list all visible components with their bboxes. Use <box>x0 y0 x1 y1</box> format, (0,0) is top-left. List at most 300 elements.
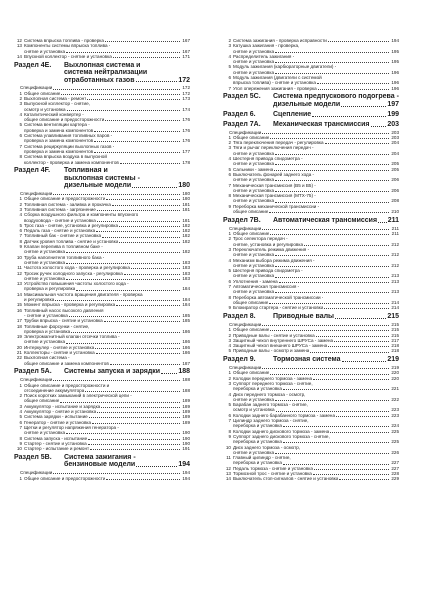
dot-leader <box>262 133 389 134</box>
section-title <box>64 62 190 84</box>
dot-leader <box>270 234 389 235</box>
entry-page-number: 176 <box>182 138 190 144</box>
entry-title: Трос газа - снятие, установка и регулировка <box>24 222 119 228</box>
entry-title: Сальники - замена <box>233 166 274 172</box>
entry-number: 4 <box>19 212 22 218</box>
dot-leader <box>313 379 389 380</box>
entry-title: Впускной коллектор - снятие и установка <box>24 53 112 59</box>
entry-title: Общее описание и предосторожности <box>24 196 106 202</box>
entry-number: 2 <box>19 96 22 101</box>
section-title-line <box>273 93 399 100</box>
entry-title: Выключатель фонарей заднего хода - <box>233 171 315 177</box>
section-title-line <box>273 111 399 118</box>
section-page-number: 188 <box>178 368 190 376</box>
entry-title: переборка и установка <box>233 386 282 392</box>
toc-entry <box>14 361 190 366</box>
dot-leader <box>341 106 386 107</box>
entry-title: Система впрыска топлива - проверка <box>24 38 104 43</box>
entry-title: Переключатель режима движения - <box>233 246 310 252</box>
dot-leader <box>101 407 180 408</box>
entry-title: снятие и установка <box>24 339 66 345</box>
section-title-text: система нейтрализации <box>64 69 148 77</box>
entry-title: общее описание <box>24 398 60 404</box>
entry-title: Механическая трансмиссия (МТХ-75) - <box>233 193 316 199</box>
entry-page-number: 176 <box>182 117 190 123</box>
entry-title: Переборка автоматической трансмиссии - <box>233 294 324 300</box>
entry-page-number: 205 <box>391 166 399 172</box>
section-title-line <box>64 62 190 69</box>
entry-title: осмотр и установка <box>24 106 66 112</box>
entry-title: отсоединение аккумулятора <box>24 387 85 393</box>
dot-leader <box>106 479 180 480</box>
dot-leader <box>105 41 180 42</box>
dot-leader <box>275 453 389 454</box>
entry-title: Устройство повышения частоты холостого хода - <box>24 281 129 287</box>
section-page-number: 219 <box>387 356 399 364</box>
entry-title: Коллекторы - снятие и установка <box>24 349 95 355</box>
section-title <box>273 121 399 128</box>
entry-title: Общее описание <box>233 231 270 237</box>
dot-leader <box>119 242 180 243</box>
dot-leader <box>275 52 389 53</box>
entry-page-number: 204 <box>391 150 399 156</box>
section-page-number: 211 <box>387 216 399 224</box>
entry-page-number: 190 <box>182 435 190 441</box>
entry-number: 1 <box>228 231 231 237</box>
entry-page-number: 190 <box>182 440 190 446</box>
section-page-number: 180 <box>178 182 190 190</box>
section-title-line <box>64 69 190 76</box>
entry-number: 9 <box>228 203 231 209</box>
entry-title: снятие и установка <box>24 259 66 265</box>
entry-title: Шестерня привода спидометра - <box>233 156 303 162</box>
dot-leader <box>97 412 180 413</box>
section-heading <box>223 121 399 128</box>
dot-leader <box>94 141 180 142</box>
section-label: Раздел 5B. <box>14 453 52 461</box>
dot-leader <box>328 41 389 42</box>
entry-number: 14 <box>16 53 22 59</box>
entry-title: Спецификации <box>20 85 53 91</box>
entry-page-number: 228 <box>391 471 399 477</box>
entry-number: 6 <box>228 171 231 177</box>
entry-page-number: 214 <box>391 305 399 311</box>
entry-title: Максимальная частота вращения двигателя - проверка <box>24 291 143 297</box>
entry-page-number: 186 <box>182 328 190 334</box>
entry-page-number: 172 <box>182 90 190 96</box>
entry-number: 5 <box>228 268 231 274</box>
section-page-number: 199 <box>387 110 399 118</box>
dot-leader <box>85 391 180 392</box>
entry-title: снятие, установка и регулировка <box>233 241 304 247</box>
entry-number: 4 <box>228 391 231 397</box>
entry-page-number: 213 <box>391 289 399 295</box>
entry-title: снятие и установка <box>233 262 275 268</box>
entry-number: 2 <box>228 236 231 242</box>
entry-title: Барабан заднего тормоза - снятие, <box>233 402 308 408</box>
entry-number: 8 <box>228 428 231 434</box>
entry-page-number: 181 <box>182 201 190 207</box>
dot-leader <box>269 303 389 304</box>
entry-title: Трос селектора передач - <box>233 236 288 242</box>
entry-page-number: 213 <box>391 273 399 279</box>
entry-number: 4 <box>228 156 231 162</box>
entry-title: снятие и установка <box>233 59 275 65</box>
dot-leader <box>262 368 389 369</box>
entry-number: 3 <box>228 246 231 252</box>
entry-page-number: 206 <box>391 187 399 193</box>
entry-page-number: 188 <box>182 377 190 383</box>
entry-page-number: 208 <box>391 198 399 204</box>
dot-leader <box>96 353 180 354</box>
section-title <box>273 356 399 363</box>
section-title <box>273 217 399 224</box>
entry-page-number: 220 <box>391 375 399 381</box>
entry-title: Цилиндр заднего тормоза - снятие, <box>233 418 309 424</box>
entry-page-number: 182 <box>182 228 190 234</box>
entry-page-number: 225 <box>391 428 399 434</box>
entry-number: 8 <box>228 193 231 199</box>
entry-title: Общее описание <box>233 134 270 140</box>
entry-title: Колодки переднего тормоза - замена <box>233 375 313 381</box>
entry-title: Шестерня привода спидометра - <box>233 268 303 274</box>
entry-title: Система вентиляции картера - <box>24 122 90 128</box>
entry-page-number: 183 <box>182 275 190 281</box>
entry-number: 10 <box>225 444 231 450</box>
entry-title: проверка и замена компонентов <box>24 148 94 154</box>
section-page-number: 197 <box>387 100 399 108</box>
toc-entry <box>223 476 399 481</box>
entry-number: 21 <box>16 349 22 355</box>
entry-page-number: 182 <box>182 249 190 255</box>
dot-leader <box>102 237 180 238</box>
entry-page-number: 221 <box>391 386 399 392</box>
entry-title: Система запуска - испытание <box>24 435 88 441</box>
entry-title: снятие и установка <box>233 161 275 167</box>
entry-title: Аккумулятор - снятие и установка <box>24 409 97 415</box>
entry-title: Спецификации <box>229 321 262 327</box>
section-heading <box>14 62 190 84</box>
entry-title: Система впрыска воздуха в выпускной <box>24 154 107 160</box>
dot-leader <box>60 402 180 403</box>
dot-leader <box>131 268 180 269</box>
dot-leader <box>279 282 389 283</box>
section-heading <box>223 313 399 320</box>
section-heading <box>223 111 399 118</box>
entry-title: Каталитический конвертер - <box>24 111 84 117</box>
entry-number: 17 <box>16 318 22 324</box>
entry-title: Выхлопная система - <box>24 355 70 361</box>
section-title-line <box>273 313 399 320</box>
entry-title: Общее описание <box>233 370 270 376</box>
entry-title: Общее описание <box>24 90 61 96</box>
entry-title: Спецификации <box>20 377 53 383</box>
entry-title: Общее описание и предосторожности и <box>24 382 110 388</box>
entry-page-number: 178 <box>182 159 190 165</box>
entry-page-number: 182 <box>182 222 190 228</box>
entry-page-number: 189 <box>182 403 190 409</box>
entry-page-number: 194 <box>391 38 399 43</box>
section-label: Раздел 4E. <box>14 61 52 69</box>
section-label: Раздел 8. <box>223 313 256 320</box>
section-title-text: Системы запуска и зарядки <box>64 368 161 376</box>
entry-page-number: 182 <box>182 233 190 239</box>
entry-title: снятие и установка <box>233 273 275 279</box>
dot-leader <box>92 423 180 424</box>
entry-number: 8 <box>19 435 22 441</box>
entry-page-number: 225 <box>391 439 399 445</box>
dot-leader <box>275 202 389 203</box>
dot-leader <box>304 245 389 246</box>
section-title-line <box>273 121 399 128</box>
entry-title: Приводные валы - осмотр и замена <box>233 348 310 354</box>
section-page-number: 172 <box>178 76 190 84</box>
entry-title: Тяги и рычаг переключения передач - <box>233 145 314 151</box>
entry-title: коллектор - проверка и замена компонентов <box>24 159 119 165</box>
entry-page-number: 205 <box>391 161 399 167</box>
section-title-text: дизельные модели <box>273 100 341 108</box>
dot-leader <box>67 110 180 111</box>
dot-leader <box>104 321 180 322</box>
entry-number: 13 <box>16 281 22 287</box>
entry-title: Главный цилиндр - снятие, <box>233 455 291 461</box>
entry-number: 6 <box>19 133 22 139</box>
dot-leader <box>312 116 386 117</box>
entry-title: Колодки заднего барабанного тормоза - замена <box>233 412 336 418</box>
entry-page-number: 196 <box>391 80 399 86</box>
entry-number: 1 <box>19 90 22 96</box>
entry-number: 3 <box>228 380 231 386</box>
dot-leader <box>275 62 389 63</box>
dot-leader <box>316 336 389 337</box>
dot-leader <box>66 343 180 344</box>
entry-title: Тяга переключения передач - регулировка <box>233 140 324 146</box>
entry-page-number: 184 <box>182 302 190 308</box>
section-heading <box>223 93 399 108</box>
entry-title: и регулировка <box>24 297 55 303</box>
section-title-text: Тормозная система <box>273 356 341 364</box>
entry-title: Выхлопная система - ремонт <box>24 96 87 101</box>
entry-page-number: 174 <box>182 106 190 112</box>
dot-leader <box>132 187 177 188</box>
entry-page-number: 183 <box>182 265 190 271</box>
entry-number: 2 <box>228 140 231 146</box>
entry-number: 16 <box>16 307 22 313</box>
toc-entry <box>223 305 399 310</box>
dot-leader <box>66 52 180 53</box>
dot-leader <box>94 152 180 153</box>
section-title-text: Автоматическая трансмиссия <box>273 216 378 224</box>
dot-leader <box>270 330 389 331</box>
entry-page-number: 190 <box>182 430 190 436</box>
entry-title: Общее описание <box>233 327 270 333</box>
section-title-text: Механическая трансмиссия <box>273 120 370 128</box>
entry-title: Диск заднего тормоза - осмотр, <box>233 444 301 450</box>
dot-leader <box>342 361 387 362</box>
entry-title: Система зажигания - проверка исправности <box>233 38 327 43</box>
entry-title: Электромагнитный клапан отсечки топлива - <box>24 334 120 340</box>
entry-number: 7 <box>19 233 22 239</box>
entry-number: 7 <box>228 85 231 91</box>
section-heading <box>14 368 190 375</box>
dot-leader <box>110 364 180 365</box>
dot-leader <box>89 417 180 418</box>
entry-number: 10 <box>16 254 22 260</box>
section-page-number: 203 <box>387 120 399 128</box>
entry-page-number: 223 <box>391 412 399 418</box>
entry-number: 3 <box>19 403 22 409</box>
toc-entry <box>14 446 190 451</box>
toc-entry <box>223 86 399 91</box>
section-heading <box>14 454 190 469</box>
entry-page-number: 217 <box>391 337 399 343</box>
entry-number: 2 <box>19 201 22 207</box>
entry-page-number: 206 <box>391 177 399 183</box>
entry-number: 5 <box>19 122 22 128</box>
entry-title: переборка и установка <box>233 460 282 466</box>
dot-leader <box>318 89 389 90</box>
entry-page-number: 229 <box>391 476 399 482</box>
dot-leader <box>53 380 180 381</box>
entry-page-number: 194 <box>182 475 190 481</box>
entry-page-number: 189 <box>182 414 190 420</box>
entry-title: Топливная система - заливка и прокачка <box>24 201 111 207</box>
dot-leader <box>276 411 389 412</box>
toc-entry <box>14 160 190 165</box>
entry-number: 12 <box>16 270 22 276</box>
toc-entry <box>223 209 399 214</box>
entry-title: проверка и регулировка <box>24 286 76 292</box>
entry-title: Защитный чехол внешнего ШРУСа - замена <box>233 343 328 349</box>
dot-leader <box>66 252 180 253</box>
entry-number: 6 <box>19 228 22 234</box>
entry-title: проверка и замена компонентов <box>24 127 94 133</box>
entry-number: 4 <box>228 257 231 263</box>
section-title-line <box>64 461 190 468</box>
entry-number: 2 <box>228 375 231 381</box>
entry-number: 1 <box>19 382 22 388</box>
entry-title: Топливная система - загрязнение <box>24 206 96 212</box>
entry-number: 13 <box>16 43 22 49</box>
entry-title: снятие и установка <box>24 275 66 281</box>
entry-title: проверка и замена компонентов <box>24 138 94 144</box>
section-title-text: Система зажигания - <box>64 453 136 461</box>
dot-leader <box>275 191 389 192</box>
entry-page-number: 167 <box>182 48 190 54</box>
contents-column-left <box>14 38 190 481</box>
entry-page-number: 180 <box>182 196 190 202</box>
dot-leader <box>94 131 180 132</box>
entry-number: 2 <box>228 332 231 338</box>
entry-number: 3 <box>19 206 22 212</box>
section-title-text: выхлопная системы - <box>64 174 140 182</box>
entry-page-number: 183 <box>182 259 190 265</box>
entry-title: Уплотнения - замена <box>233 278 278 284</box>
dot-leader <box>66 279 180 280</box>
entry-title: переборка и установка <box>233 439 282 445</box>
entry-title: снятие и установка <box>233 150 275 156</box>
section-title-line <box>64 167 190 174</box>
entry-title: Аккумулятор - испытание и зарядка <box>24 403 101 409</box>
dot-leader <box>371 126 387 127</box>
entry-title: воздуховода - снятие и установка <box>24 217 96 223</box>
dot-leader <box>275 400 389 401</box>
entry-page-number: 227 <box>391 460 399 466</box>
entry-number: 3 <box>228 145 231 151</box>
dot-leader <box>317 83 389 84</box>
dot-leader <box>66 433 180 434</box>
dot-leader <box>69 316 180 317</box>
entry-page-number: 167 <box>182 38 190 43</box>
dot-leader <box>275 255 389 256</box>
entry-title: Датчик уровня топлива - снятие и установка <box>24 238 119 244</box>
entry-number: 4 <box>228 343 231 349</box>
entry-title: Спецификации <box>229 225 262 231</box>
entry-page-number: 188 <box>182 387 190 393</box>
dot-leader <box>275 154 389 155</box>
section-title <box>273 111 399 118</box>
entry-number: 6 <box>228 75 231 81</box>
entry-title: Тормозной трос - снятие и установка <box>233 471 312 477</box>
entry-page-number: 211 <box>391 225 399 231</box>
dot-leader <box>116 305 180 306</box>
entry-number: 5 <box>19 414 22 420</box>
entry-number: 6 <box>19 419 22 425</box>
entry-title: Угол опережения зажигания - проверка <box>233 85 317 91</box>
entry-page-number: 176 <box>182 127 190 133</box>
dot-leader <box>53 194 180 195</box>
entry-page-number: 181 <box>182 206 190 212</box>
dot-leader <box>274 170 389 171</box>
entry-page-number: 184 <box>182 286 190 292</box>
entry-number: 8 <box>19 154 22 160</box>
dot-leader <box>61 94 180 95</box>
entry-title: общее описание <box>233 299 269 305</box>
dot-leader <box>262 229 389 230</box>
entry-page-number: 173 <box>182 96 190 101</box>
entry-title: Щетки и регулятор напряжения генератора - <box>24 424 119 430</box>
dot-leader <box>310 352 389 353</box>
entry-number: 12 <box>225 465 231 471</box>
entry-page-number: 227 <box>391 465 399 471</box>
entry-title: Тросик ручек холодного запуска - регулировка <box>24 270 123 276</box>
entry-title: общее описание и замена компонентов <box>24 360 109 366</box>
entry-page-number: 189 <box>182 398 190 404</box>
dot-leader <box>95 348 180 349</box>
entry-number: 2 <box>228 38 231 43</box>
entry-title: Топливный бак - снятие и установка <box>24 233 102 239</box>
section-heading <box>223 356 399 363</box>
section-title-line <box>273 356 399 363</box>
entry-page-number: 215 <box>391 332 399 338</box>
entry-page-number: 203 <box>391 129 399 135</box>
entry-title: Поиск коротких замыканий в электрической цепи - <box>24 393 132 399</box>
entry-title: Диск переднего тормоза - осмотр, <box>233 391 306 397</box>
dot-leader <box>88 444 180 445</box>
dot-leader <box>275 277 389 278</box>
section-title-text: Сцепление <box>273 110 312 118</box>
entry-number: 15 <box>16 302 22 308</box>
section-label: Раздел 5A. <box>14 368 52 376</box>
entry-page-number: 222 <box>391 396 399 402</box>
entry-number: 7 <box>228 284 231 290</box>
dot-leader <box>112 205 180 206</box>
dot-leader <box>314 469 389 470</box>
dot-leader <box>90 449 180 450</box>
entry-page-number: 214 <box>391 299 399 305</box>
section-title <box>273 313 399 320</box>
entry-title: проверка и установка <box>24 328 71 334</box>
